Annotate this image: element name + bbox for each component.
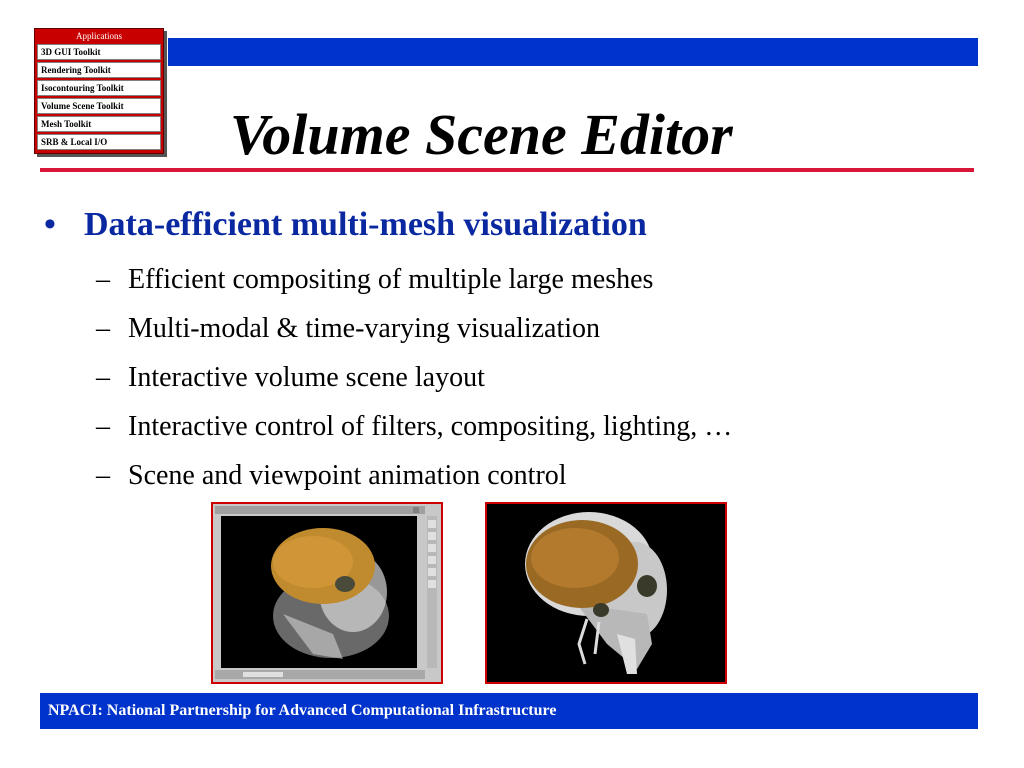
- volume-viewer-image: [213, 504, 441, 682]
- sub-bullet-text: Scene and viewpoint animation control: [128, 460, 567, 491]
- main-bullet-text: Data-efficient multi-mesh visualization: [84, 206, 647, 243]
- title-divider: [40, 168, 974, 172]
- slide-title: Volume Scene Editor: [230, 102, 733, 167]
- sub-bullet: [96, 454, 732, 503]
- skull-render-graphic: [487, 504, 725, 682]
- footer-text: NPACI: National Partnership for Advanced Computational Infrastructure: [48, 702, 557, 719]
- volume-viewer-screenshot: [211, 502, 443, 684]
- sub-bullet: [96, 356, 732, 405]
- main-bullet: [44, 203, 647, 247]
- nav-item-rendering-toolkit[interactable]: Rendering Toolkit: [37, 62, 161, 78]
- sub-marker: –: [96, 313, 110, 344]
- nav-title: Applications: [76, 31, 122, 41]
- nav-item-isocontouring-toolkit[interactable]: Isocontouring Toolkit: [37, 80, 161, 96]
- footer-bar: [40, 693, 978, 729]
- sub-bullet-text: Multi-modal & time-varying visualization: [128, 313, 601, 344]
- sub-bullet: [96, 258, 732, 307]
- sub-marker: –: [96, 460, 110, 491]
- sub-bullet-list: [96, 258, 732, 503]
- skull-render-image: [485, 502, 727, 684]
- sub-bullet-text: Interactive control of filters, compositing, lighting, …: [128, 411, 733, 442]
- applications-nav: [34, 28, 164, 154]
- nav-item-srb-local-io[interactable]: SRB & Local I/O: [37, 134, 161, 150]
- nav-item-volume-scene-toolkit[interactable]: Volume Scene Toolkit: [37, 98, 161, 114]
- nav-item-mesh-toolkit[interactable]: Mesh Toolkit: [37, 116, 161, 132]
- sub-bullet: [96, 307, 732, 356]
- bullet-marker: •: [44, 206, 56, 243]
- sub-marker: –: [96, 264, 110, 295]
- sub-bullet: [96, 405, 732, 454]
- sub-marker: –: [96, 411, 110, 442]
- header-blue-bar: [168, 38, 978, 66]
- sub-bullet-text: Interactive volume scene layout: [128, 362, 485, 393]
- sub-bullet-text: Efficient compositing of multiple large meshes: [128, 264, 654, 295]
- sub-marker: –: [96, 362, 110, 393]
- nav-item-3d-gui-toolkit[interactable]: 3D GUI Toolkit: [37, 44, 161, 60]
